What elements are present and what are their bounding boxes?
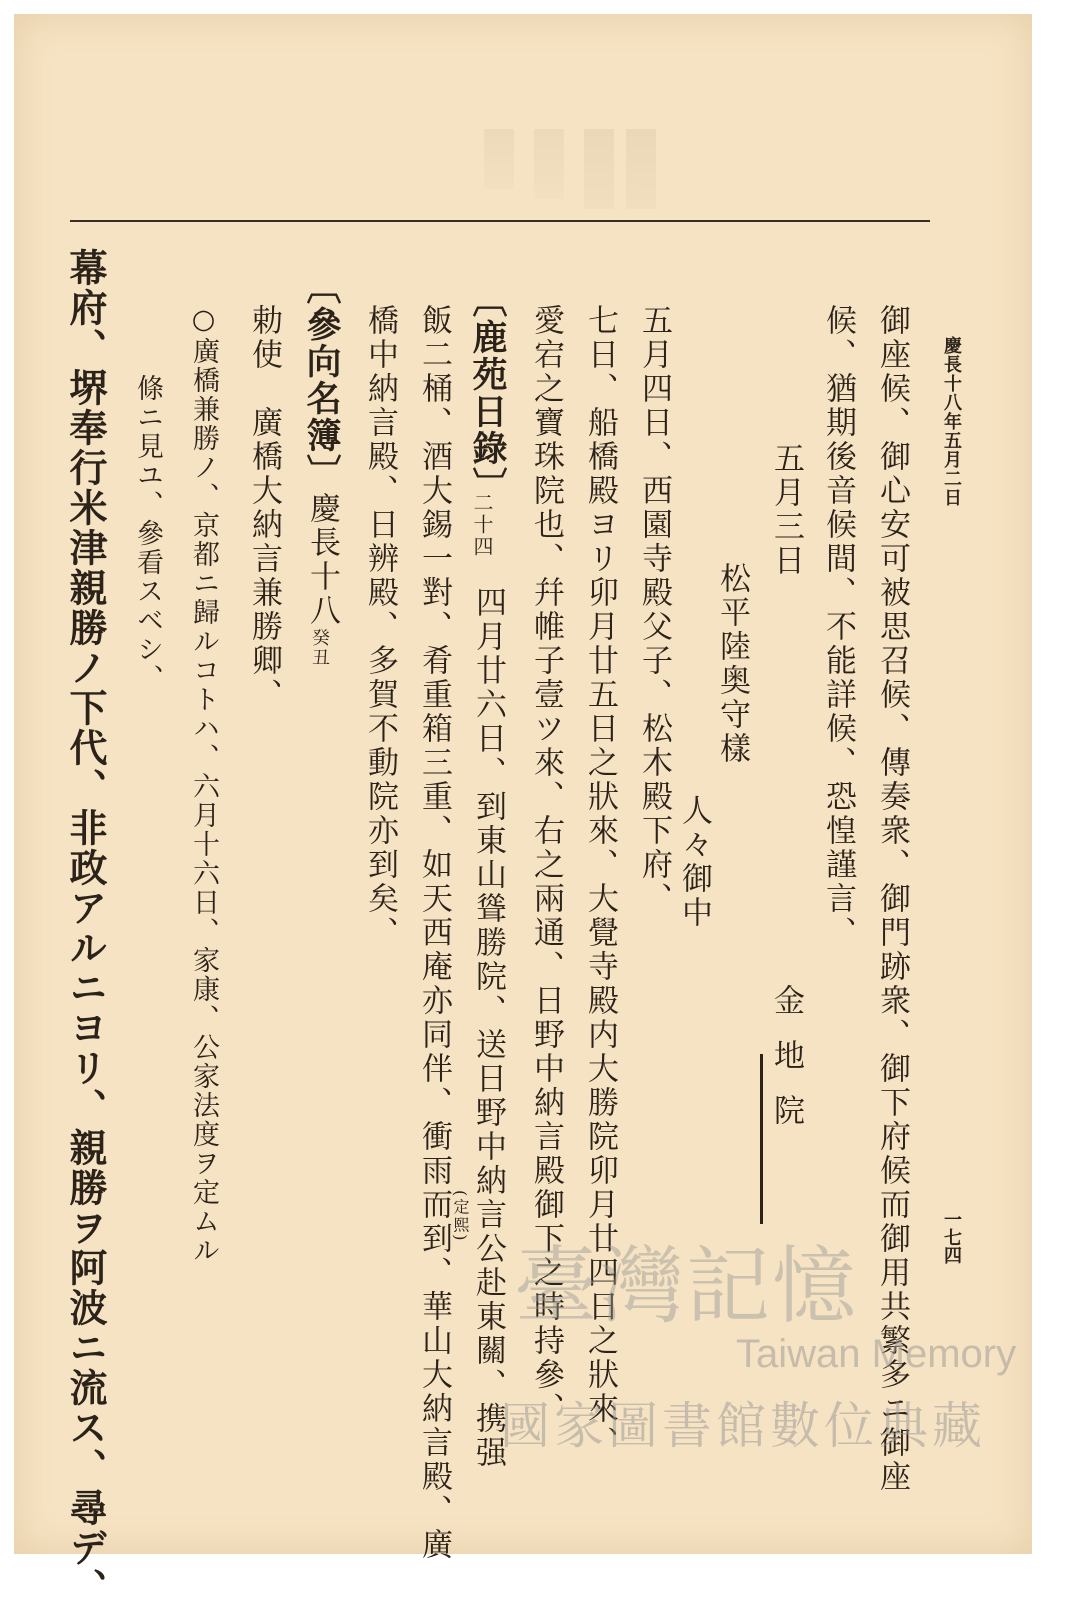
letter-date: 五月三日 <box>768 442 804 578</box>
vertical-line <box>760 1054 763 1224</box>
text-column-8: 愛宕之寶珠院也、幷帷子壹ツ來、右之兩通、日野中納言殿御下之時持參、 <box>528 304 564 1426</box>
text-column-2: 候、猶期後音候間、不能詳候、恐惶謹言、 <box>820 304 856 950</box>
bleed-through-column <box>484 129 514 189</box>
page-number: 一七四 <box>941 1210 962 1264</box>
addressee-honorific: 人々御中 <box>676 794 712 930</box>
horizontal-rule <box>70 220 930 222</box>
bleed-through-column <box>534 129 564 199</box>
text-column-9: 四月廿六日、到東山聳勝院、送日野中納言公赴東關、携强 <box>470 586 506 1470</box>
letter-signer: 金地院 <box>768 984 804 1149</box>
text-column-15: 條ニ見ユ、參看スベシ、 <box>132 374 163 693</box>
text-column-1: 御座候、御心安可被思召候、傳奏衆、御門跡衆、御下府候而御用共繁多ニ御座 <box>874 304 910 1494</box>
bleed-through-column <box>584 129 614 209</box>
addressee: 松平陸奥守樣 <box>714 562 750 766</box>
name-annotation: (定熙) <box>451 1190 470 1243</box>
watermark-subtitle: 國家圖書館數位典藏 <box>500 1397 986 1455</box>
text-column-12: 慶長十八 <box>304 492 340 628</box>
article-heading: 幕府、堺奉行米津親勝ノ下代、非政アルニヨリ、親勝ヲ阿波ニ流ス、尋デ、 <box>63 248 108 1608</box>
watermark-english: Taiwan Memory <box>736 1332 1017 1376</box>
source-title-sanko-meibo: 〔參向名簿〕 <box>301 269 342 491</box>
bleed-through-column <box>626 129 656 209</box>
text-column-11: 橋中納言殿、日辨殿、多賀不動院亦到矣、 <box>362 304 398 950</box>
source-volume-note: 二十四 <box>470 492 494 558</box>
document-page <box>14 14 1032 1608</box>
text-column-6: 五月四日、西園寺殿父子、松木殿下府、 <box>636 304 672 916</box>
running-header: 慶長十八年五月二日 <box>941 336 962 507</box>
source-title-rokuon-nichiroku: 〔鹿苑日錄〕 <box>467 282 508 504</box>
text-column-10: 飯二桶、酒大錫一對、肴重箱三重、如天西庵亦同伴、衝雨而到、華山大納言殿、廣 <box>416 304 452 1562</box>
text-column-14: ○廣橋兼勝ノ、京都ニ歸ルコトハ、六月十六日、家康、公家法度ヲ定ムル <box>188 304 219 1265</box>
text-column-13: 勅使 廣橋大納言兼勝卿、 <box>246 304 282 712</box>
watermark-title: 臺灣記憶 <box>514 1237 859 1335</box>
year-note: 癸丑 <box>309 628 330 668</box>
text-column-7: 七日、船橋殿ヨリ卯月廿五日之狀來、大覺寺殿内大勝院卯月廿四日之狀來、 <box>582 304 618 1460</box>
